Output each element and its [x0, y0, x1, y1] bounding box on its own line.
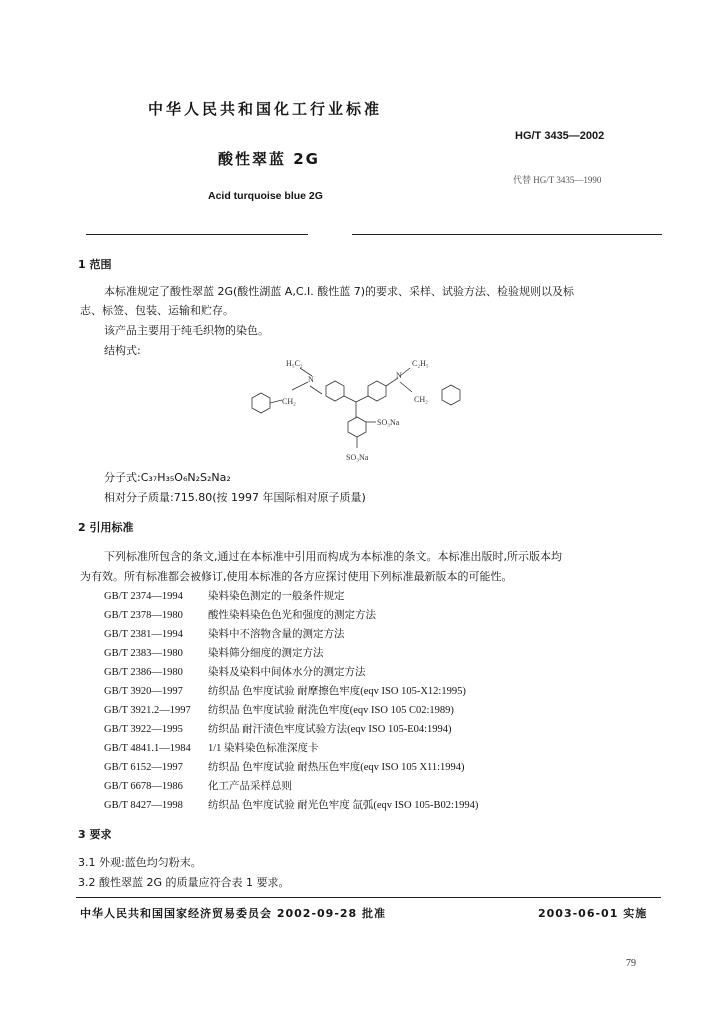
reference-item: GB/T 6152—1997 纺织品 色牢度试验 耐热压色牢度(eqv ISO 105 X11:1994): [104, 762, 465, 773]
standard-code: HG/T 3435—2002: [515, 130, 605, 142]
references-paragraph-line1: 下列标准所包含的条文,通过在本标准中引用而构成为本标准的条文。本标准出版时,所示版本均: [104, 550, 562, 563]
molecular-mass: 相对分子质量:715.80(按 1997 年国际相对原子质量): [104, 491, 366, 504]
section-2-heading: 2 引用标准: [78, 521, 134, 534]
benzene-ring-left: [252, 393, 270, 413]
effective-date: 2003-06-01 实施: [538, 907, 648, 920]
scope-paragraph-line2: 志、标签、包装、运输和贮存。: [80, 304, 234, 317]
standard-category-title: 中华人民共和国化工行业标准: [148, 100, 383, 118]
chem-label-ch2-right: CH₂: [414, 395, 428, 404]
chem-label-so3na-side: SO₃Na: [377, 418, 400, 427]
structural-formula-diagram: [230, 356, 480, 464]
chem-label-h5c2: H₅C₂: [286, 359, 303, 368]
reference-item: GB/T 6678—1986 化工产品采样总则: [104, 781, 292, 792]
chem-label-ch2-left: CH₂: [282, 397, 296, 406]
reference-item: GB/T 2374—1994 染料染色测定的一般条件规定: [104, 591, 345, 602]
benzene-ring-mid-left: [326, 381, 344, 401]
reference-item: GB/T 2381—1994 染料中不溶物含量的测定方法: [104, 629, 345, 640]
reference-item: GB/T 4841.1—1984 1/1 染料染色标准深度卡: [104, 743, 319, 754]
requirement-3-2: 3.2 酸性翠蓝 2G 的质量应符合表 1 要求。: [78, 876, 290, 889]
chem-label-n-right: N: [396, 371, 402, 380]
requirement-3-1: 3.1 外观:蓝色均匀粉末。: [78, 856, 202, 869]
section-1-heading: 1 范围: [78, 258, 112, 271]
replaces-standard: 代替 HG/T 3435—1990: [513, 175, 602, 185]
header-rule-right: [352, 234, 662, 235]
approval-line: 中华人民共和国国家经济贸易委员会 2002-09-28 批准: [80, 907, 387, 920]
chem-label-n-left: N: [308, 375, 314, 384]
product-title: 酸性翠蓝 2G: [218, 150, 320, 168]
quinoid-ring: [368, 381, 386, 401]
header-rule-left: [86, 234, 308, 235]
benzene-ring-bottom: [348, 417, 366, 437]
footer-rule: [76, 897, 661, 898]
scope-paragraph-line1: 本标准规定了酸性翠蓝 2G(酸性湖蓝 A,C.I. 酸性蓝 7)的要求、采样、试验方法、检验规则以及标: [104, 285, 575, 298]
structure-label: 结构式:: [104, 344, 141, 357]
chem-label-so3na-bottom: SO₃Na: [346, 453, 369, 462]
chem-label-c2h5: C₂H₅: [412, 359, 429, 368]
reference-item: GB/T 3920—1997 纺织品 色牢度试验 耐摩擦色牢度(eqv ISO 105-X12:1995): [104, 686, 466, 697]
reference-item: GB/T 3921.2—1997 纺织品 色牢度试验 耐洗色牢度(eqv ISO 105 C02:1989): [104, 705, 454, 716]
english-title: Acid turquoise blue 2G: [208, 190, 323, 202]
usage-paragraph: 该产品主要用于纯毛织物的染色。: [104, 324, 269, 337]
page-number: 79: [626, 958, 636, 969]
reference-item: GB/T 2383—1980 染料筛分细度的测定方法: [104, 648, 324, 659]
molecular-formula: 分子式:C₃₇H₃₅O₆N₂S₂Na₂: [104, 471, 231, 484]
reference-item: GB/T 2378—1980 酸性染料染色色光和强度的测定方法: [104, 610, 376, 621]
reference-item: GB/T 8427—1998 纺织品 色牢度试验 耐光色牢度 氙弧(eqv ISO 105-B02:1994): [104, 800, 479, 811]
reference-item: GB/T 3922—1995 纺织品 耐汗渍色牢度试验方法(eqv ISO 105-E04:1994): [104, 724, 452, 735]
reference-item: GB/T 2386—1980 染料及染料中间体水分的测定方法: [104, 667, 366, 678]
references-paragraph-line2: 为有效。所有标准都会被修订,使用本标准的各方应探讨使用下列标准最新版本的可能性。: [80, 570, 513, 583]
benzene-ring-right: [442, 385, 460, 405]
section-3-heading: 3 要求: [78, 828, 112, 841]
